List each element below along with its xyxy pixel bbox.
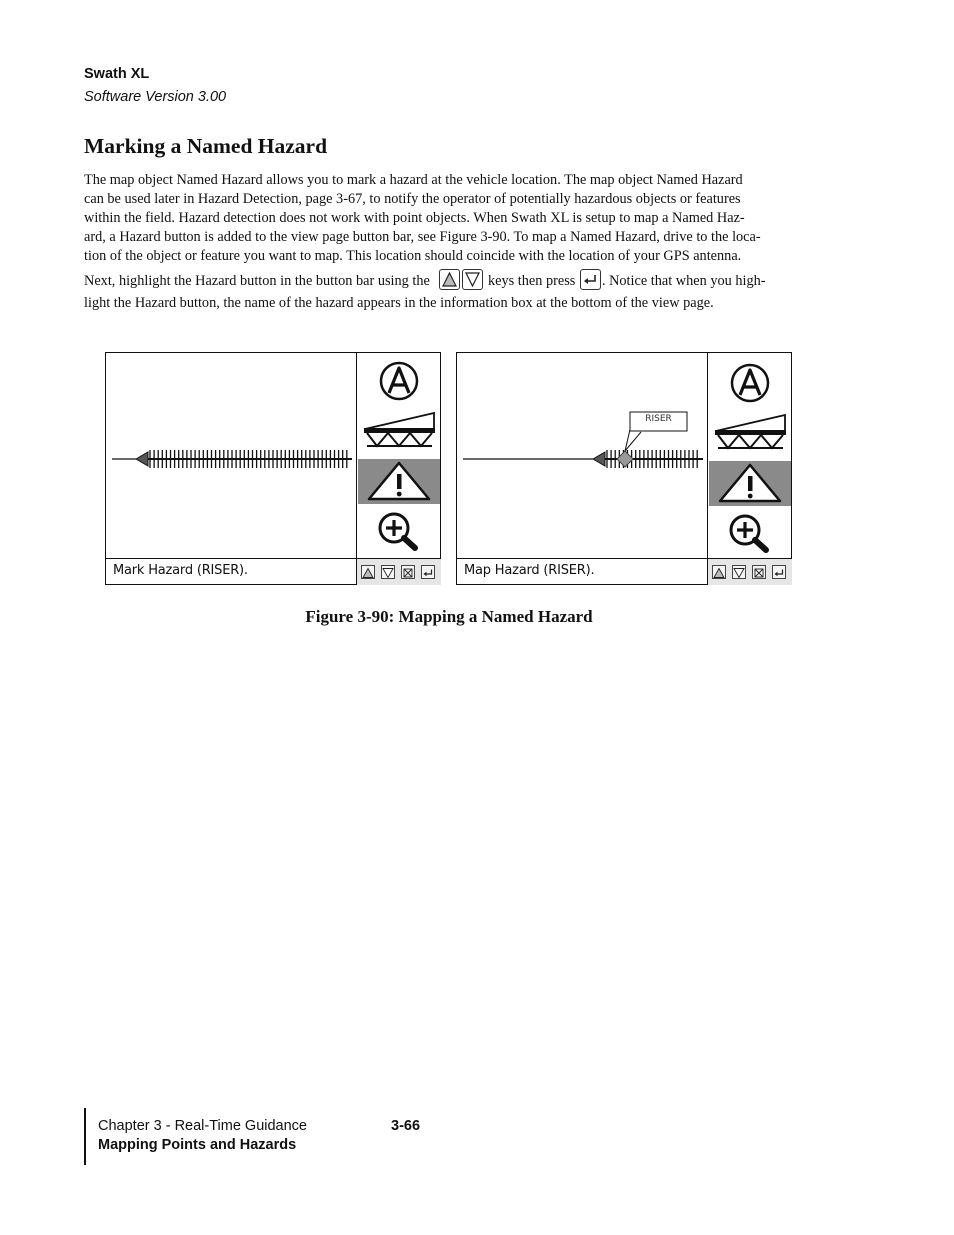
guidance-line-graphic	[106, 353, 356, 558]
footer-chapter: Chapter 3 - Real-Time Guidance	[98, 1118, 307, 1134]
zoom-in-icon	[358, 508, 440, 553]
view-page-panel-map	[456, 352, 792, 585]
auto-steer-A-button[interactable]	[709, 360, 791, 405]
body-line: ard, a Hazard button is added to the view page button bar, see Figure 3-90. To map a Named Hazard, drive to the loca-	[84, 229, 761, 245]
body-line: within the field. Hazard detection does not work with point objects. When Swath XL is setup to map a Named Haz-	[84, 210, 745, 226]
key-bar	[356, 558, 441, 585]
key-bar	[707, 558, 792, 585]
document-software-version: Software Version 3.00	[84, 89, 227, 105]
map-view	[106, 353, 356, 558]
section-title: Marking a Named Hazard	[84, 134, 328, 158]
body-line: can be used later in Hazard Detection, page 3-67, to notify the operator of potentially hazardous objects or features	[84, 191, 741, 207]
zoom-in-button[interactable]	[358, 508, 440, 553]
body-keys-text-1: Next, highlight the Hazard button in the button bar using the	[84, 273, 430, 289]
down-key-icon[interactable]	[381, 565, 395, 579]
map-view	[457, 353, 707, 558]
boom-section-icon	[709, 410, 791, 455]
footer-divider	[84, 1108, 86, 1165]
footer-section-name: Mapping Points and Hazards	[98, 1137, 297, 1153]
up-key-icon[interactable]	[361, 565, 375, 579]
body-line: tion of the object or feature you want to map. This location should coincide with the location of your GPS antenna.	[84, 248, 742, 264]
enter-key-icon	[580, 269, 601, 290]
information-box	[106, 558, 356, 585]
button-bar	[707, 353, 792, 558]
cancel-key-icon[interactable]	[401, 565, 415, 579]
body-line: The map object Named Hazard allows you to mark a hazard at the vehicle location. The map object Named Hazard	[84, 172, 743, 188]
hazard-warning-icon	[709, 461, 791, 506]
information-text: Mark Hazard (RISER).	[113, 563, 248, 578]
down-key-icon[interactable]	[732, 565, 746, 579]
boom-section-button[interactable]	[358, 408, 440, 453]
zoom-in-icon	[709, 510, 791, 555]
body-line-with-keys	[84, 268, 819, 294]
up-arrow-key-icon	[439, 269, 460, 290]
body-keys-text-3: . Notice that when you high-	[601, 273, 766, 289]
enter-key-icon[interactable]	[772, 565, 786, 579]
guidance-line-graphic	[457, 353, 707, 558]
auto-steer-A-icon	[709, 360, 791, 405]
body-paragraph	[84, 171, 819, 313]
hazard-callout-label: RISER	[645, 414, 672, 424]
body-keys-text-2: keys then press	[488, 273, 576, 289]
enter-key-icon[interactable]	[421, 565, 435, 579]
button-bar	[356, 353, 441, 558]
hazard-button[interactable]	[709, 461, 791, 506]
hazard-warning-icon	[358, 459, 440, 504]
footer-page-number: 3-66	[391, 1118, 421, 1134]
information-text: Map Hazard (RISER).	[464, 563, 595, 578]
boom-section-button[interactable]	[709, 410, 791, 455]
boom-section-icon	[358, 408, 440, 453]
information-box	[457, 558, 707, 585]
figure-caption: Figure 3-90: Mapping a Named Hazard	[305, 607, 593, 626]
body-line: light the Hazard button, the name of the hazard appears in the information box at the bottom of the view page.	[84, 295, 714, 311]
zoom-in-button[interactable]	[709, 510, 791, 555]
view-page-panel-mark	[105, 352, 441, 585]
auto-steer-A-icon	[358, 358, 440, 403]
hazard-button[interactable]	[358, 459, 440, 504]
document-product-name: Swath XL	[84, 66, 150, 82]
up-key-icon[interactable]	[712, 565, 726, 579]
down-arrow-key-icon	[462, 269, 483, 290]
auto-steer-A-button[interactable]	[358, 358, 440, 403]
cancel-key-icon[interactable]	[752, 565, 766, 579]
